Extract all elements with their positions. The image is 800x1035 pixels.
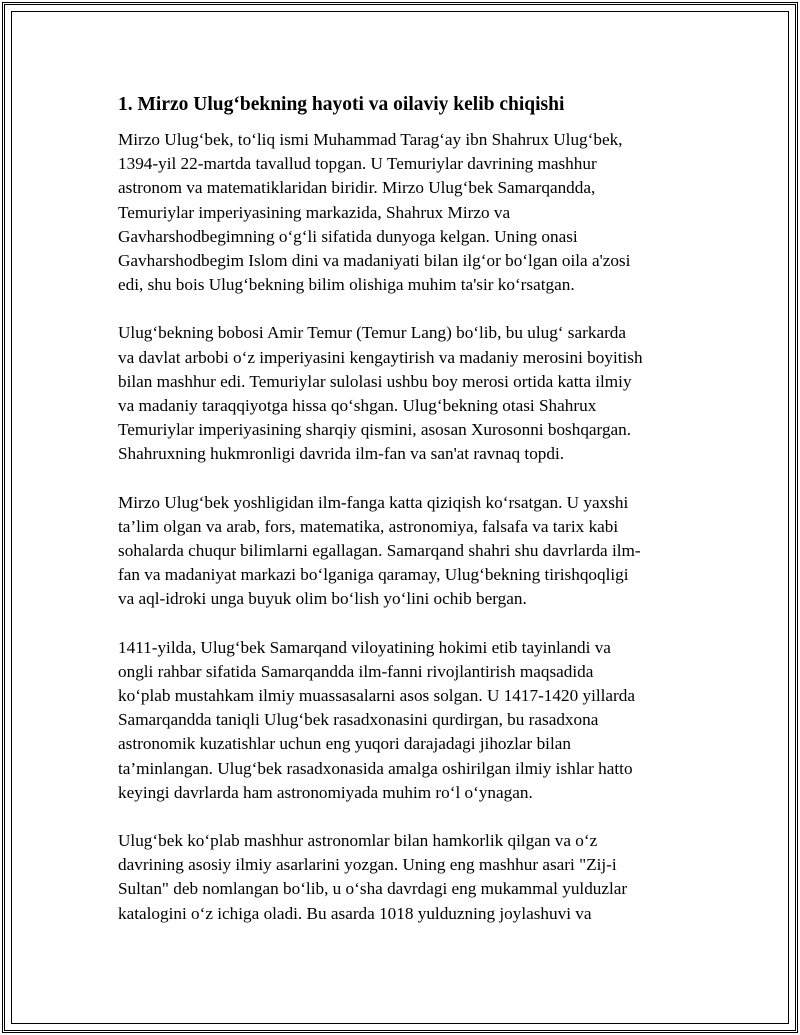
text-line: astronomik kuzatishlar uchun eng yuqori darajadagi jihozlar bilan [118,734,571,754]
text-line: ta’minlangan. Ulug‘bek rasadxonasida amalga oshirilgan ilmiy ishlar hatto [118,758,633,778]
text-line: edi, shu bois Ulug‘bekning bilim olishiga muhim ta'sir ko‘rsatgan. [118,275,575,295]
text-line: Ulug‘bekning bobosi Amir Temur (Temur Lang) bo‘lib, bu ulug‘ sarkarda [118,323,627,343]
text-line: Shahruxning hukmronligi davrida ilm-fan va san'at ravnaq topdi. [118,444,565,464]
paragraph [118,321,688,466]
text-line: davrining asosiy ilmiy asarlarini yozgan. Uning eng mashhur asari "Zij-i [118,855,617,875]
text-line: Samarqandda taniqli Ulug‘bek rasadxonasini qurdirgan, bu rasadxona [118,710,599,730]
text-line: keyingi davrlarda ham astronomiyada muhim ro‘l o‘ynagan. [118,782,533,802]
section-heading: 1. Mirzo Ulug‘bekning hayoti va oilaviy kelib chiqishi [118,94,565,115]
text-line: Gavharshodbegim Islom dini va madaniyati bilan ilg‘or bo‘lgan oila a'zosi [118,251,631,271]
text-line: sohalarda chuqur bilimlarni egallagan. Samarqand shahri shu davrlarda ilm- [118,541,641,561]
paragraph [118,491,688,612]
text-line: katalogini o‘z ichiga oladi. Bu asarda 1018 yulduzning joylashuvi va [118,903,592,923]
text-line: 1411-yilda, Ulug‘bek Samarqand viloyatining hokimi etib tayinlandi va [118,637,611,657]
text-line: Mirzo Ulug‘bek, to‘liq ismi Muhammad Tarag‘ay ibn Shahrux Ulug‘bek, [118,130,623,149]
text-line: Ulug‘bek ko‘plab mashhur astronomlar bilan hamkorlik qilgan va o‘z [118,831,598,851]
paragraph [118,636,688,805]
text-line: Gavharshodbegimning o‘g‘li sifatida dunyoga kelgan. Uning onasi [118,226,578,246]
text-line: ko‘plab mustahkam ilmiy muassasalarni asos solgan. U 1417-1420 yillarda [118,686,635,706]
paragraph-container [118,128,688,926]
text-line: astronom va matematiklaridan biridir. Mirzo Ulug‘bek Samarqandda, [118,178,596,198]
text-line: va aql-idroki unga buyuk olim bo‘lish yo‘lini ochib bergan. [118,589,527,609]
text-line: ongli rahbar sifatida Samarqandda ilm-fanni rivojlantirish maqsadida [118,661,594,681]
document-body [118,92,688,950]
paragraph [118,128,688,297]
text-line: Temuriylar imperiyasining sharqiy qismini, asosan Xurosonni boshqargan. [118,420,632,440]
text-line: va davlat arbobi o‘z imperiyasini kengaytirish va madaniy merosini boyitish [118,347,643,367]
text-line: ta’lim olgan va arab, fors, matematika, astronomiya, falsafa va tarix kabi [118,516,619,536]
text-line: Temuriylar imperiyasining markazida, Shahrux Mirzo va [118,202,511,222]
text-line: Sultan" deb nomlangan bo‘lib, u o‘sha davrdagi eng mukammal yulduzlar [118,879,628,899]
text-line: va madaniy taraqqiyotga hissa qo‘shgan. Ulug‘bekning otasi Shahrux [118,396,597,416]
paragraph [118,829,688,926]
text-line: fan va madaniyat markazi bo‘lganiga qaramay, Ulug‘bekning tirishqoqligi [118,565,629,585]
text-line: bilan mashhur edi. Temuriylar sulolasi ushbu boy merosi ortida katta ilmiy [118,371,632,391]
text-line: Mirzo Ulug‘bek yoshligidan ilm-fanga katta qiziqish ko‘rsatgan. U yaxshi [118,492,629,512]
text-line: 1394-yil 22-martda tavallud topgan. U Temuriylar davrining mashhur [118,154,597,174]
